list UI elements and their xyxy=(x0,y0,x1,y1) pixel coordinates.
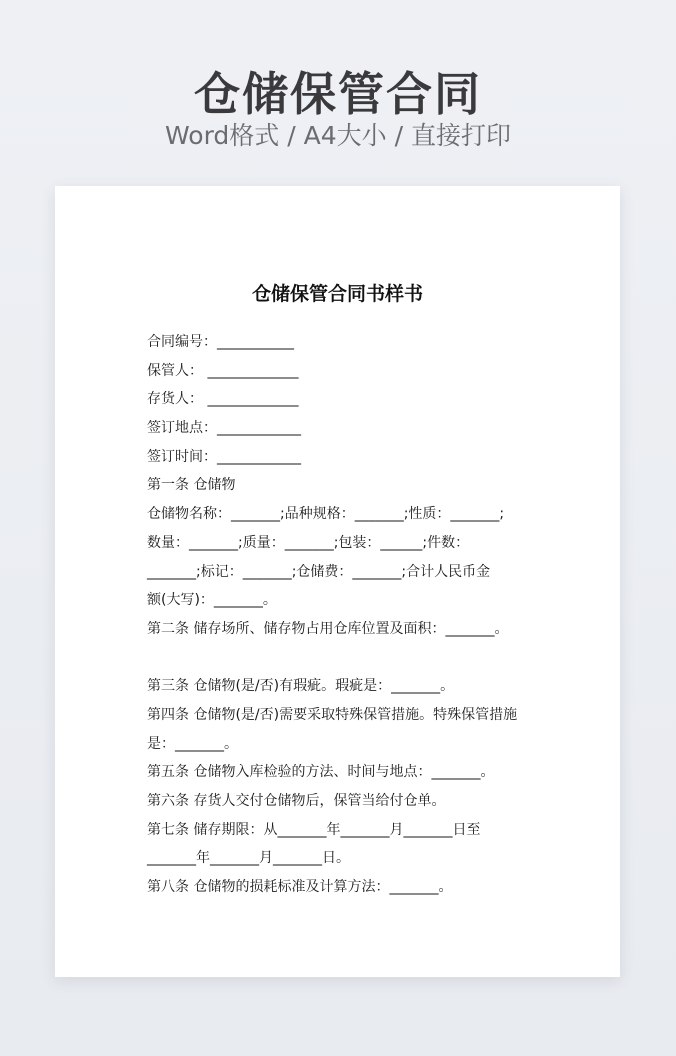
article-3: 第三条 仓储物(是/否)有瑕疵。瑕疵是：_______。 xyxy=(147,678,455,695)
article-1-line-1: 仓储物名称：_______;品种规格：_______;性质：_______; xyxy=(147,506,505,523)
article-7-line-1: 第七条 储存期限：从_______年_______月_______日至 xyxy=(147,821,481,838)
banner-title: 仓储保管合同 xyxy=(194,67,482,121)
article-1-heading: 第一条 仓储物 xyxy=(147,477,236,494)
article-4-line-2: 是：_______。 xyxy=(147,735,238,752)
depositor-line: 存货人： _____________ xyxy=(147,391,299,408)
signing-time-line: 签订时间：____________ xyxy=(147,448,301,465)
banner-subtitle: Word格式 / A4大小 / 直接打印 xyxy=(165,121,511,150)
article-4-line-1: 第四条 仓储物(是/否)需要采取特殊保管措施。特殊保管措施 xyxy=(147,706,518,723)
blank-line xyxy=(147,644,533,673)
article-8: 第八条 仓储物的损耗标准及计算方法：_______。 xyxy=(147,879,453,896)
contract-number-line: 合同编号：___________ xyxy=(147,334,294,350)
document-body xyxy=(147,328,533,902)
signing-place-line: 签订地点：____________ xyxy=(147,420,301,437)
custodian-line: 保管人： _____________ xyxy=(147,362,299,379)
article-2: 第二条 储存场所、储存物占用仓库位置及面积：_______。 xyxy=(147,620,509,637)
article-5: 第五条 仓储物入库检验的方法、时间与地点：_______。 xyxy=(147,764,495,781)
article-1-line-3: _______;标记：_______;仓储费：_______;合计人民币金 xyxy=(147,563,491,580)
document-page xyxy=(55,186,620,977)
article-1-line-2: 数量：_______;质量：_______;包装：______;件数： xyxy=(147,534,470,551)
article-7-line-2: _______年_______月_______日。 xyxy=(147,850,350,867)
article-1-line-4: 额(大写)：_______。 xyxy=(147,592,277,609)
document-title: 仓储保管合同书样书 xyxy=(251,283,423,305)
article-6: 第六条 存货人交付仓储物后，保管当给付仓单。 xyxy=(147,793,446,809)
